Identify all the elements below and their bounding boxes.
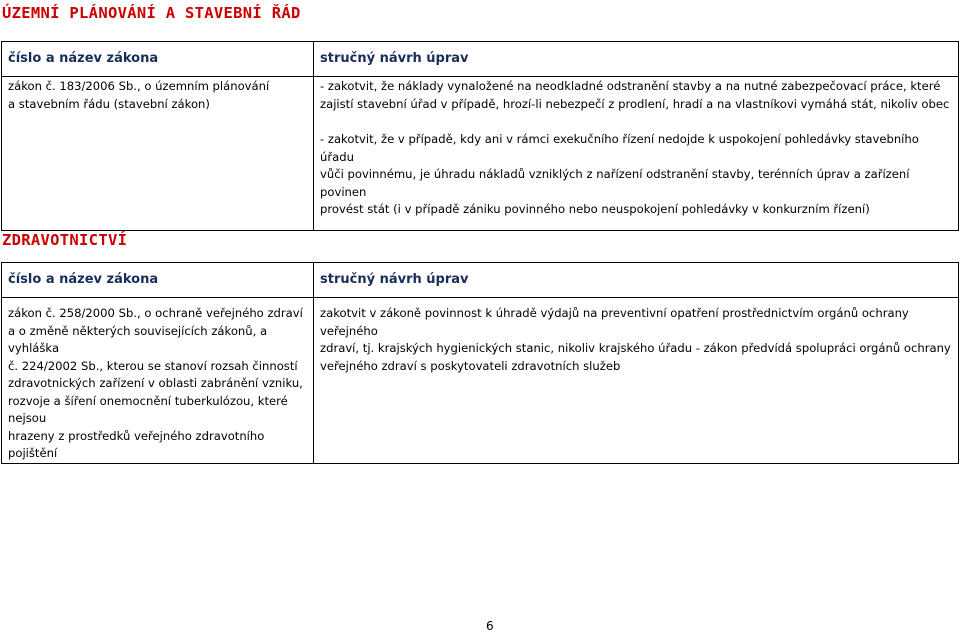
proposal-line: zdraví, tj. krajských hygienických stanic, nikoliv krajského úřadu - zákon předvídá spolupráci orgánů ochrany bbox=[320, 341, 951, 355]
law-column-header: číslo a název zákona bbox=[2, 263, 314, 298]
proposal-paragraph bbox=[320, 131, 952, 219]
proposal-line: zakotvit v zákoně povinnost k úhradě výdajů na preventivní opatření prostřednictvím orgánů ochrany veřejného bbox=[320, 306, 909, 338]
planning-law-table bbox=[1, 41, 959, 231]
table-header-row bbox=[2, 42, 959, 77]
healthcare-law-table bbox=[1, 262, 959, 464]
table-row bbox=[2, 77, 959, 231]
proposal-line: vůči povinnému, je úhradu nákladů vzniklých z nařízení odstranění stavby, terénních úprav a zařízení povinen bbox=[320, 167, 910, 199]
proposal-line: veřejného zdraví s poskytovateli zdravotních služeb bbox=[320, 358, 621, 373]
proposal-cell bbox=[314, 298, 959, 464]
law-column-header: číslo a název zákona bbox=[2, 42, 314, 77]
proposal-column-header: stručný návrh úprav bbox=[314, 42, 959, 77]
proposal-line: - zakotvit, že náklady vynaložené na neodkladné odstranění stavby a na nutné zabezpečovací práce, které bbox=[320, 79, 941, 93]
law-name-line: hrazeny z prostředků veřejného zdravotního pojištění bbox=[8, 428, 265, 460]
law-name-line: č. 224/2002 Sb., kterou se stanoví rozsah činností bbox=[8, 358, 298, 373]
law-name-line: zákon č. 258/2000 Sb., o ochraně veřejného zdraví bbox=[8, 306, 303, 320]
proposal-paragraph bbox=[320, 78, 952, 113]
section-title-healthcare: ZDRAVOTNICTVÍ bbox=[2, 231, 128, 249]
proposal-line: - zakotvit, že v případě, kdy ani v rámci exekučního řízení nedojde k uspokojení pohledávky stavebního úřadu bbox=[320, 132, 919, 164]
law-name-line: a stavebním řádu (stavební zákon) bbox=[8, 96, 210, 111]
proposal-line: zajistí stavební úřad v případě, hrozí-li nebezpečí z prodlení, hradí a na vlastníkovi vymáhá stát, nikoliv obec bbox=[320, 96, 950, 111]
law-name-cell bbox=[2, 298, 314, 464]
proposal-column-header: stručný návrh úprav bbox=[314, 263, 959, 298]
proposal-cell bbox=[314, 77, 959, 231]
page-number: 6 bbox=[486, 619, 494, 633]
paragraph-gap bbox=[320, 113, 952, 131]
law-name-line: zdravotnických zařízení v oblasti zabránění vzniku, bbox=[8, 376, 303, 390]
table-row bbox=[2, 298, 959, 464]
proposal-line: provést stát (i v případě zániku povinného nebo neuspokojení pohledávky v konkurzním řízení) bbox=[320, 202, 870, 216]
law-name-line: rozvoje a šíření onemocnění tuberkulózou, které nejsou bbox=[8, 393, 288, 425]
section-title-planning: ÚZEMNÍ PLÁNOVÁNÍ A STAVEBNÍ ŘÁD bbox=[2, 4, 301, 22]
law-name-line: zákon č. 183/2006 Sb., o územním plánování bbox=[8, 79, 270, 93]
law-name-line: a o změně některých souvisejících zákonů, a vyhláška bbox=[8, 323, 268, 355]
table-header-row bbox=[2, 263, 959, 298]
law-name-cell bbox=[2, 77, 314, 231]
